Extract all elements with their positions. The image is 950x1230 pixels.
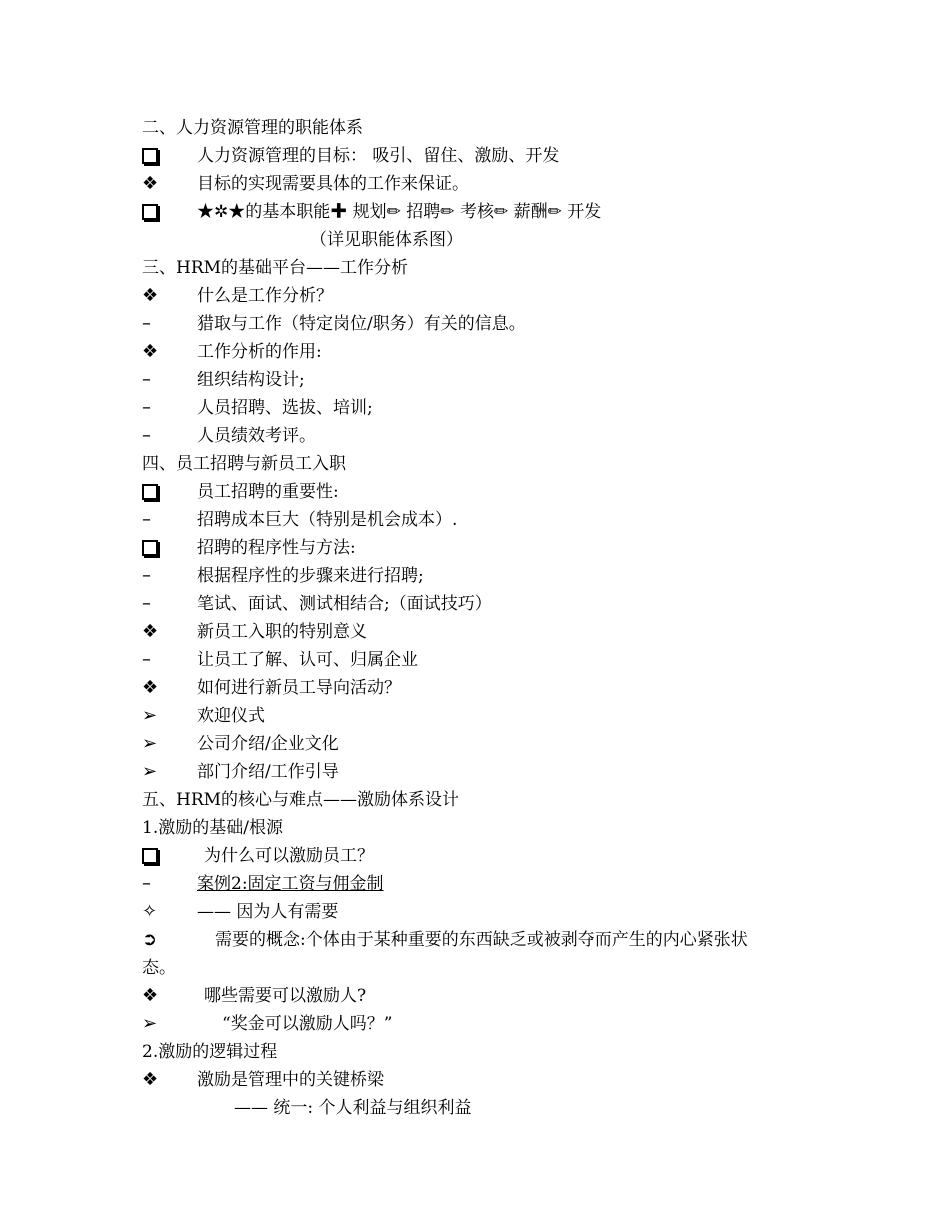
item-text: 人员招聘、选拔、培训;: [197, 398, 373, 418]
item-text: 需要的概念:个体由于某种重要的东西缺乏或被剥夺而产生的内心紧张状: [215, 930, 748, 950]
item-text: 猎取与工作（特定岗位/职务）有关的信息。: [197, 314, 526, 334]
item-text: 目标的实现需要具体的工作来保证。: [197, 174, 469, 194]
diamond-four-icon: ❖: [142, 985, 159, 1006]
item-text: 人力资源管理的目标： 吸引、留住、激励、开发: [197, 146, 560, 166]
item-text: 工作分析的作用:: [197, 342, 322, 362]
item-text: 态。: [142, 958, 176, 978]
item-text: 部门介绍/工作引导: [197, 762, 339, 782]
item-text: （详见职能体系图）: [310, 230, 463, 250]
dash-bullet-icon: –: [142, 873, 151, 894]
item-text: 人员绩效考评。: [197, 426, 316, 446]
item-text: “奖金可以激励人吗？”: [222, 1014, 393, 1034]
dash-bullet-icon: –: [142, 425, 151, 446]
heading-text: 四、员工招聘与新员工入职: [142, 454, 346, 474]
item-text: 欢迎仪式: [197, 706, 265, 726]
item-text: 根据程序性的步骤来进行招聘;: [197, 566, 424, 586]
dash-bullet-icon: –: [142, 593, 151, 614]
diamond-four-icon: ❖: [142, 621, 159, 642]
item-text: —— 因为人有需要: [197, 902, 339, 922]
checkbox-square-icon: [142, 198, 182, 229]
item-text: 如何进行新员工导向活动？: [197, 678, 401, 698]
item-text: 招聘成本巨大（特别是机会成本）.: [197, 510, 458, 530]
heading-text: 二、人力资源管理的职能体系: [142, 118, 363, 138]
item-text: 激励是管理中的关键桥梁: [197, 1070, 384, 1090]
checkbox-square-icon: [142, 534, 182, 565]
heading-text: 三、HRM的基础平台——工作分析: [142, 258, 409, 278]
item-text: 公司介绍/企业文化: [197, 734, 339, 754]
item-text: 组织结构设计;: [197, 370, 305, 390]
dash-bullet-icon: –: [142, 397, 151, 418]
heading-text: 五、HRM的核心与难点——激励体系设计: [142, 790, 460, 810]
diamond-four-icon: ❖: [142, 677, 159, 698]
item-text: 让员工了解、认可、归属企业: [197, 650, 418, 670]
dash-bullet-icon: –: [142, 509, 151, 530]
diamond-four-icon: ❖: [142, 341, 159, 362]
dash-bullet-icon: –: [142, 565, 151, 586]
arrowhead-icon: ➢: [142, 761, 158, 782]
diamond-four-icon: ❖: [142, 173, 159, 194]
case-link-text: 案例2:固定工资与佣金制: [197, 874, 384, 894]
dash-bullet-icon: –: [142, 369, 151, 390]
arrowhead-icon: ➢: [142, 705, 158, 726]
item-text: ★✲★的基本职能✚ 规划✏ 招聘✏ 考核✏ 薪酬✏ 开发: [197, 202, 602, 222]
subheading-text: 1.激励的基础/根源: [142, 818, 283, 838]
item-text: 为什么可以激励员工？: [204, 846, 374, 866]
item-text: 哪些需要可以激励人?: [204, 986, 367, 1006]
item-text: 招聘的程序性与方法:: [197, 538, 356, 558]
diamond-small-icon: ✧: [142, 901, 158, 922]
item-text: 新员工入职的特别意义: [197, 622, 367, 642]
arrowhead-icon: ➢: [142, 733, 158, 754]
item-text: 员工招聘的重要性:: [197, 482, 339, 502]
dash-bullet-icon: –: [142, 649, 151, 670]
checkbox-square-icon: [142, 842, 182, 873]
item-text: 什么是工作分析？: [197, 286, 333, 306]
dash-bullet-icon: –: [142, 313, 151, 334]
item-text: 笔试、面试、测试相结合;（面试技巧）: [197, 594, 492, 614]
subheading-text: 2.激励的逻辑过程: [142, 1042, 278, 1062]
diamond-four-icon: ❖: [142, 285, 159, 306]
arrowhead-icon: ➢: [142, 1013, 158, 1034]
diamond-four-icon: ❖: [142, 1069, 159, 1090]
circle-arrow-icon: ➲: [142, 929, 158, 950]
checkbox-square-icon: [142, 478, 182, 509]
item-text: —— 统一: 个人利益与组织利益: [234, 1098, 472, 1118]
checkbox-square-icon: [142, 142, 182, 173]
